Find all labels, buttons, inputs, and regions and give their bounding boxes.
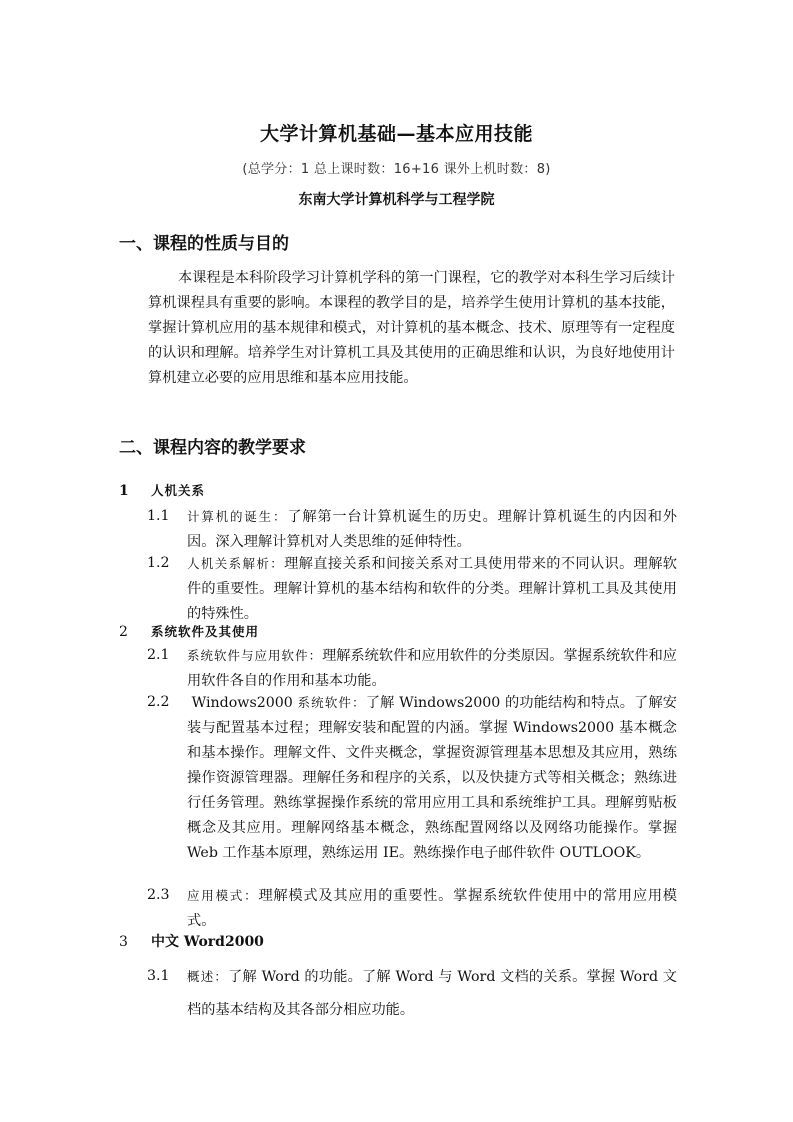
item-text: 了解 Windows2000 的功能结构和特点。了解安装与配置基本过程；理解安装和配置的内涵。掌握 Windows2000 基本概念和基本操作。理解文件、文件夹概念，掌握资源管理基本思想及其应用，熟练操作资源管理器。理解任务和程序的关系，以及快捷方式等相关概念；熟练进行任务管理。熟练掌握操作系统的常用应用工具和系统维护工具。理解剪贴板概念及其应用。理解网络基本概念，熟练配置网络以及网络功能操作。掌握 Web 工作基本原理，熟练运用 IE。熟练操作电子邮件软件 OUTLOOK。	[187, 695, 677, 861]
item-number: 1.2	[147, 555, 170, 571]
list-item-2-2	[147, 690, 677, 866]
item-keyword: 计算机的诞生：	[187, 509, 288, 524]
topic-number: 3	[119, 934, 128, 950]
list-item-1-1	[147, 504, 677, 555]
topic-2-heading	[119, 622, 259, 640]
item-text: 了解 Word 的功能。了解 Word 与 Word 文档的关系。掌握 Word 文档的基本结构及其各部分相应功能。	[187, 969, 677, 1018]
topic-title: 人机关系	[151, 483, 206, 498]
topic-number: 1	[119, 483, 129, 499]
list-item-1-2	[147, 551, 677, 627]
list-item-2-1	[147, 643, 677, 694]
item-keyword: 概述：	[187, 969, 229, 984]
item-keyword-prefix: Windows2000	[191, 695, 298, 711]
document-title: 大学计算机基础—基本应用技能	[259, 123, 533, 145]
list-item-2-3	[147, 883, 677, 934]
topic-title: 中文 Word2000	[151, 934, 264, 950]
topic-3-heading	[119, 931, 264, 951]
item-number: 2.2	[147, 694, 170, 710]
item-text: 理解直接关系和间接关系对工具使用带来的不同认识。理解软件的重要性。理解计算机的基本结构和软件的分类。理解计算机工具及其使用的特殊性。	[187, 556, 677, 622]
item-text: 理解系统软件和应用软件的分类原因。掌握系统软件和应用软件各自的作用和基本功能。	[187, 648, 677, 689]
item-number: 1.1	[147, 508, 170, 524]
section-heading-1: 一、课程的性质与目的	[119, 234, 289, 254]
item-text: 了解第一台计算机诞生的历史。理解计算机诞生的内因和外因。深入理解计算机对人类思维的延伸特性。	[187, 509, 677, 550]
topic-title: 系统软件及其使用	[151, 624, 260, 639]
item-text: 理解模式及其应用的重要性。掌握系统软件使用中的常用应用模式。	[187, 888, 677, 929]
item-number: 2.1	[147, 647, 170, 663]
item-number: 3.1	[147, 968, 170, 984]
item-keyword: 应用模式：	[187, 888, 259, 903]
item-keyword: 系统软件：	[297, 695, 366, 710]
item-keyword: 人机关系解析：	[187, 556, 285, 571]
course-purpose-paragraph: 本课程是本科阶段学习计算机学科的第一门课程，它的教学对本科生学习后续计算机课程具有重要的影响。本课程的教学目的是，培养学生使用计算机的基本技能，掌握计算机应用的基本规律和模式，对计算机的基本概念、技术、原理等有一定程度的认识和理解。培养学生对计算机工具及其使用的正确思维和认识，为良好地使用计算机建立必要的应用思维和基本应用技能。	[148, 270, 675, 386]
list-item-3-1	[147, 960, 677, 1027]
credit-hours-info: (总学分：1 总上课时数：16+16 课外上机时数：8)	[242, 162, 551, 177]
department-name: 东南大学计算机科学与工程学院	[298, 192, 495, 208]
topic-number: 2	[119, 624, 128, 640]
item-number: 2.3	[147, 887, 170, 903]
topic-1-heading	[119, 481, 205, 499]
section-heading-2: 二、课程内容的教学要求	[119, 438, 306, 458]
item-keyword: 系统软件与应用软件：	[187, 648, 323, 663]
